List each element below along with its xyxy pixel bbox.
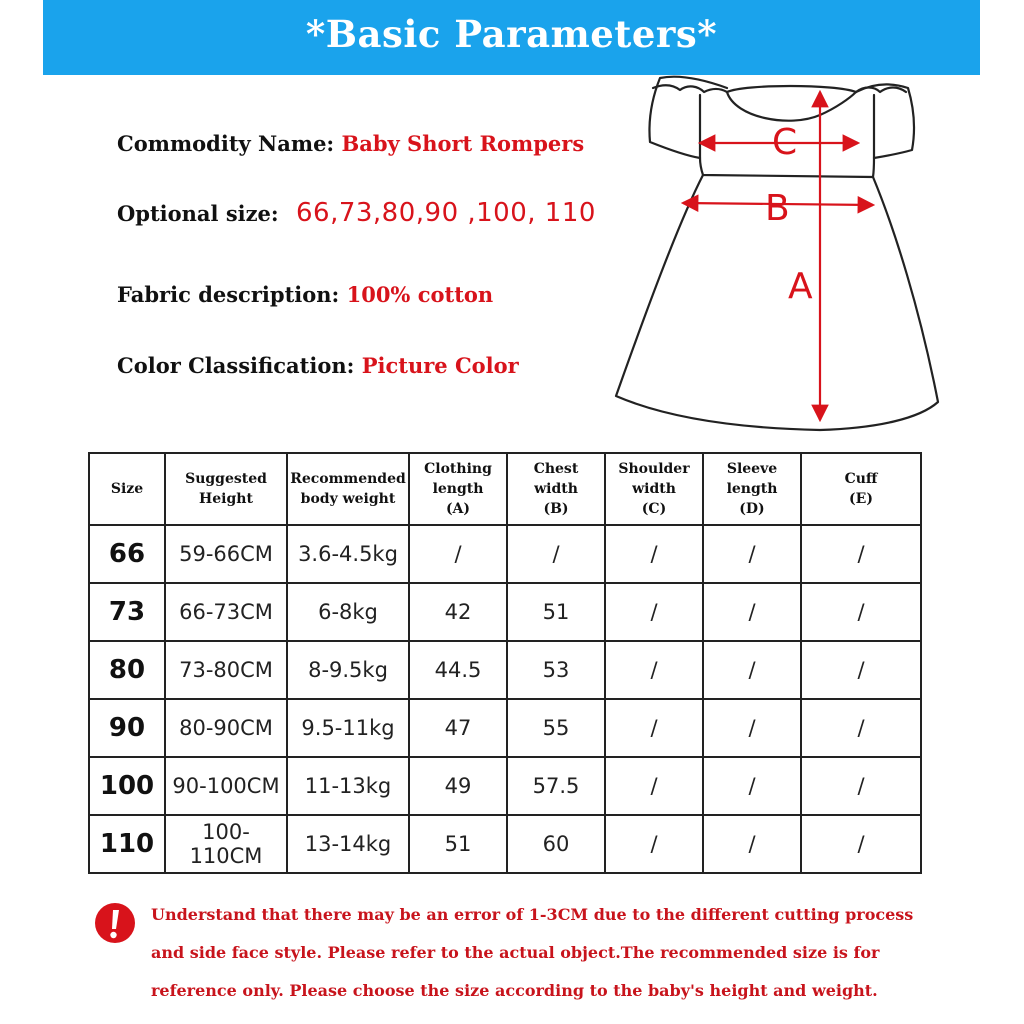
banner-title: *Basic Parameters* — [305, 12, 718, 56]
cell-height: 66-73CM — [165, 583, 287, 641]
header-shoulder-width: Shoulder width (C) — [605, 453, 703, 525]
cell-chest-width: 57.5 — [507, 757, 605, 815]
color-classification-value: Picture Color — [361, 353, 519, 378]
commodity-name-value: Baby Short Rompers — [341, 131, 585, 156]
notice-text: Understand that there may be an error of 1-3CM due to the different cutting process and side face style. Please refer to the actual object.The recommended size is for reference only. Please choose the size according to the baby's height and weight. — [151, 905, 914, 1000]
cell-chest-width: 55 — [507, 699, 605, 757]
cell-size: 73 — [89, 583, 165, 641]
cell-size: 90 — [89, 699, 165, 757]
header-size: Size — [89, 453, 165, 525]
cell-weight: 11-13kg — [287, 757, 409, 815]
cell-height: 100-110CM — [165, 815, 287, 873]
table-row — [89, 525, 921, 583]
cell-size: 100 — [89, 757, 165, 815]
cell-cuff: / — [801, 641, 921, 699]
header-banner — [43, 0, 980, 75]
table-row — [89, 815, 921, 873]
cell-weight: 3.6-4.5kg — [287, 525, 409, 583]
cell-sleeve-length: / — [703, 641, 801, 699]
cell-sleeve-length: / — [703, 699, 801, 757]
table-row — [89, 757, 921, 815]
cell-sleeve-length: / — [703, 815, 801, 873]
color-classification-label: Color Classification: — [117, 353, 362, 378]
cell-chest-width: 60 — [507, 815, 605, 873]
cell-clothing-length: / — [409, 525, 507, 583]
cell-clothing-length: 49 — [409, 757, 507, 815]
cell-size: 110 — [89, 815, 165, 873]
optional-size-row — [117, 198, 596, 228]
header-cuff: Cuff (E) — [801, 453, 921, 525]
fabric-label: Fabric description: — [117, 282, 347, 307]
cell-cuff: / — [801, 699, 921, 757]
size-chart-table — [88, 452, 922, 874]
exclamation-icon — [94, 902, 136, 944]
cell-clothing-length: 51 — [409, 815, 507, 873]
table-row — [89, 641, 921, 699]
cell-height: 90-100CM — [165, 757, 287, 815]
table-row — [89, 699, 921, 757]
header-sleeve-length: Sleeve length (D) — [703, 453, 801, 525]
cell-weight: 9.5-11kg — [287, 699, 409, 757]
cell-shoulder-width: / — [605, 699, 703, 757]
cell-clothing-length: 42 — [409, 583, 507, 641]
cell-cuff: / — [801, 525, 921, 583]
fabric-row — [117, 282, 493, 307]
label-b: B — [765, 188, 790, 229]
cell-weight: 13-14kg — [287, 815, 409, 873]
cell-weight: 8-9.5kg — [287, 641, 409, 699]
cell-size: 66 — [89, 525, 165, 583]
header-recommended-weight: Recommended body weight — [287, 453, 409, 525]
commodity-name-label: Commodity Name: — [117, 131, 342, 156]
cell-cuff: / — [801, 815, 921, 873]
cell-height: 59-66CM — [165, 525, 287, 583]
optional-size-value: 66,73,80,90 ,100, 110 — [295, 198, 596, 228]
header-suggested-height: Suggested Height — [165, 453, 287, 525]
cell-cuff: / — [801, 757, 921, 815]
header-chest-width: Chest width (B) — [507, 453, 605, 525]
optional-size-label: Optional size: — [117, 201, 286, 226]
color-classification-row — [117, 353, 519, 378]
cell-height: 80-90CM — [165, 699, 287, 757]
garment-measurement-diagram — [600, 72, 960, 437]
table-body — [89, 525, 921, 873]
cell-cuff: / — [801, 583, 921, 641]
commodity-name-row — [117, 131, 584, 156]
cell-sleeve-length: / — [703, 525, 801, 583]
cell-shoulder-width: / — [605, 815, 703, 873]
header-clothing-length: Clothing length (A) — [409, 453, 507, 525]
cell-weight: 6-8kg — [287, 583, 409, 641]
table-row — [89, 583, 921, 641]
cell-sleeve-length: / — [703, 757, 801, 815]
cell-shoulder-width: / — [605, 525, 703, 583]
cell-height: 73-80CM — [165, 641, 287, 699]
cell-shoulder-width: / — [605, 757, 703, 815]
cell-clothing-length: 44.5 — [409, 641, 507, 699]
label-a: A — [788, 266, 813, 307]
cell-shoulder-width: / — [605, 641, 703, 699]
cell-chest-width: 51 — [507, 583, 605, 641]
cell-size: 80 — [89, 641, 165, 699]
label-c: C — [772, 122, 798, 163]
cell-chest-width: 53 — [507, 641, 605, 699]
cell-clothing-length: 47 — [409, 699, 507, 757]
fabric-value: 100% cotton — [346, 282, 494, 307]
table-header-row — [89, 453, 921, 525]
cell-chest-width: / — [507, 525, 605, 583]
cell-sleeve-length: / — [703, 583, 801, 641]
cell-shoulder-width: / — [605, 583, 703, 641]
